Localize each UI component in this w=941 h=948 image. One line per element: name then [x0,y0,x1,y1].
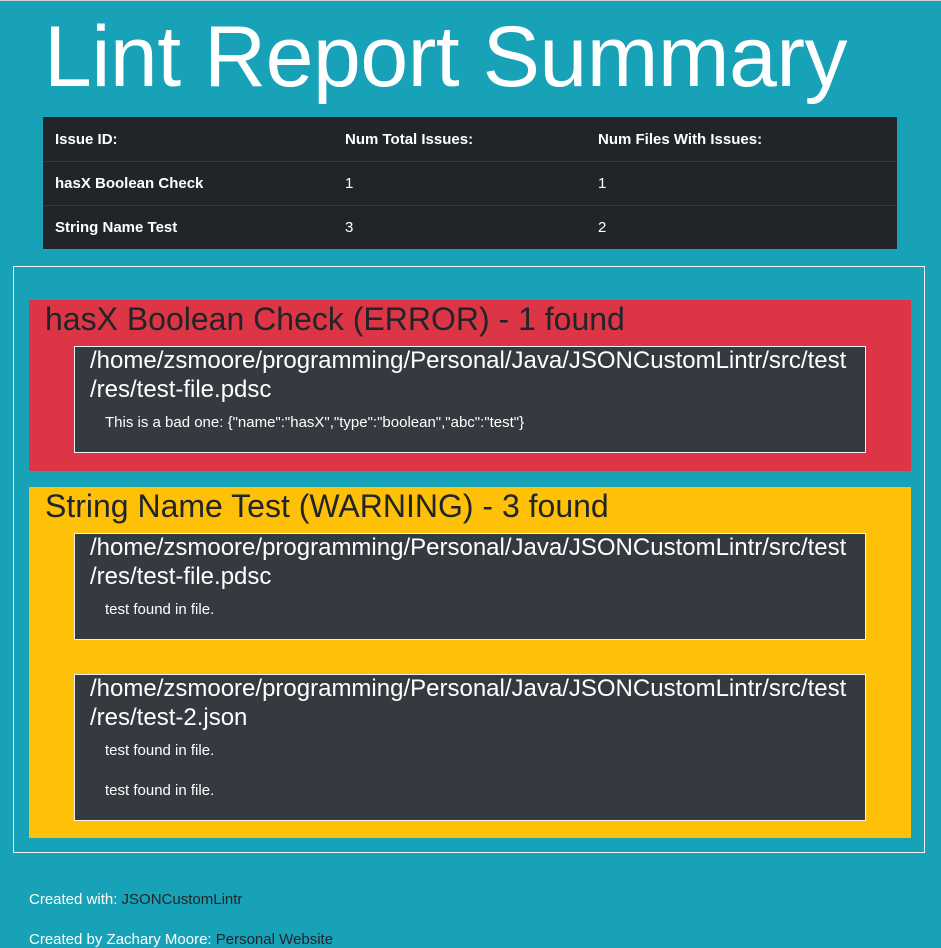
file-path-line: /home/zsmoore/programming/Personal/Java/JSONCustomLintr/src/test [90,675,847,702]
files-with-issues-cell: 2 [586,206,897,250]
file-result-box [74,346,866,453]
issue-block-error [29,300,911,471]
summary-table [43,117,897,249]
file-path-line: /res/test-file.pdsc [90,563,272,590]
file-path-line: /res/test-2.json [90,704,248,731]
issue-heading: hasX Boolean Check (ERROR) - 1 found [45,301,625,337]
created-by-label: Created by Zachary Moore: [29,931,216,948]
table-row [43,206,897,250]
issue-message: test found in file. [105,742,215,759]
footer-created-by [29,931,333,948]
issue-id-cell: String Name Test [43,206,333,250]
issue-message: This is a bad one: {"name":"hasX","type":"boolean","abc":"test"} [105,414,525,431]
total-issues-cell: 1 [333,162,586,206]
issue-heading: String Name Test (WARNING) - 3 found [45,488,609,524]
file-path-line: /home/zsmoore/programming/Personal/Java/JSONCustomLintr/src/test [90,347,847,374]
table-row [43,162,897,206]
jsoncustomlintr-link[interactable]: JSONCustomLintr [121,891,243,908]
total-issues-cell: 3 [333,206,586,250]
issue-block-warning [29,487,911,838]
file-path-line: /home/zsmoore/programming/Personal/Java/JSONCustomLintr/src/test [90,534,847,561]
summary-header-row [43,117,897,162]
created-with-label: Created with: [29,891,122,908]
issue-id-cell: hasX Boolean Check [43,162,333,206]
file-result-box [74,533,866,640]
header-num-files-with-issues: Num Files With Issues: [598,130,763,148]
personal-website-link[interactable]: Personal Website [215,931,334,948]
page-title: Lint Report Summary [44,9,848,105]
files-with-issues-cell: 1 [586,162,897,206]
file-path-line: /res/test-file.pdsc [90,376,272,403]
header-issue-id: Issue ID: [55,130,118,148]
file-result-box [74,674,866,821]
footer-created-with [29,891,242,908]
header-num-total-issues: Num Total Issues: [345,130,474,148]
issue-message: test found in file. [105,601,215,618]
issue-message: test found in file. [105,782,215,799]
